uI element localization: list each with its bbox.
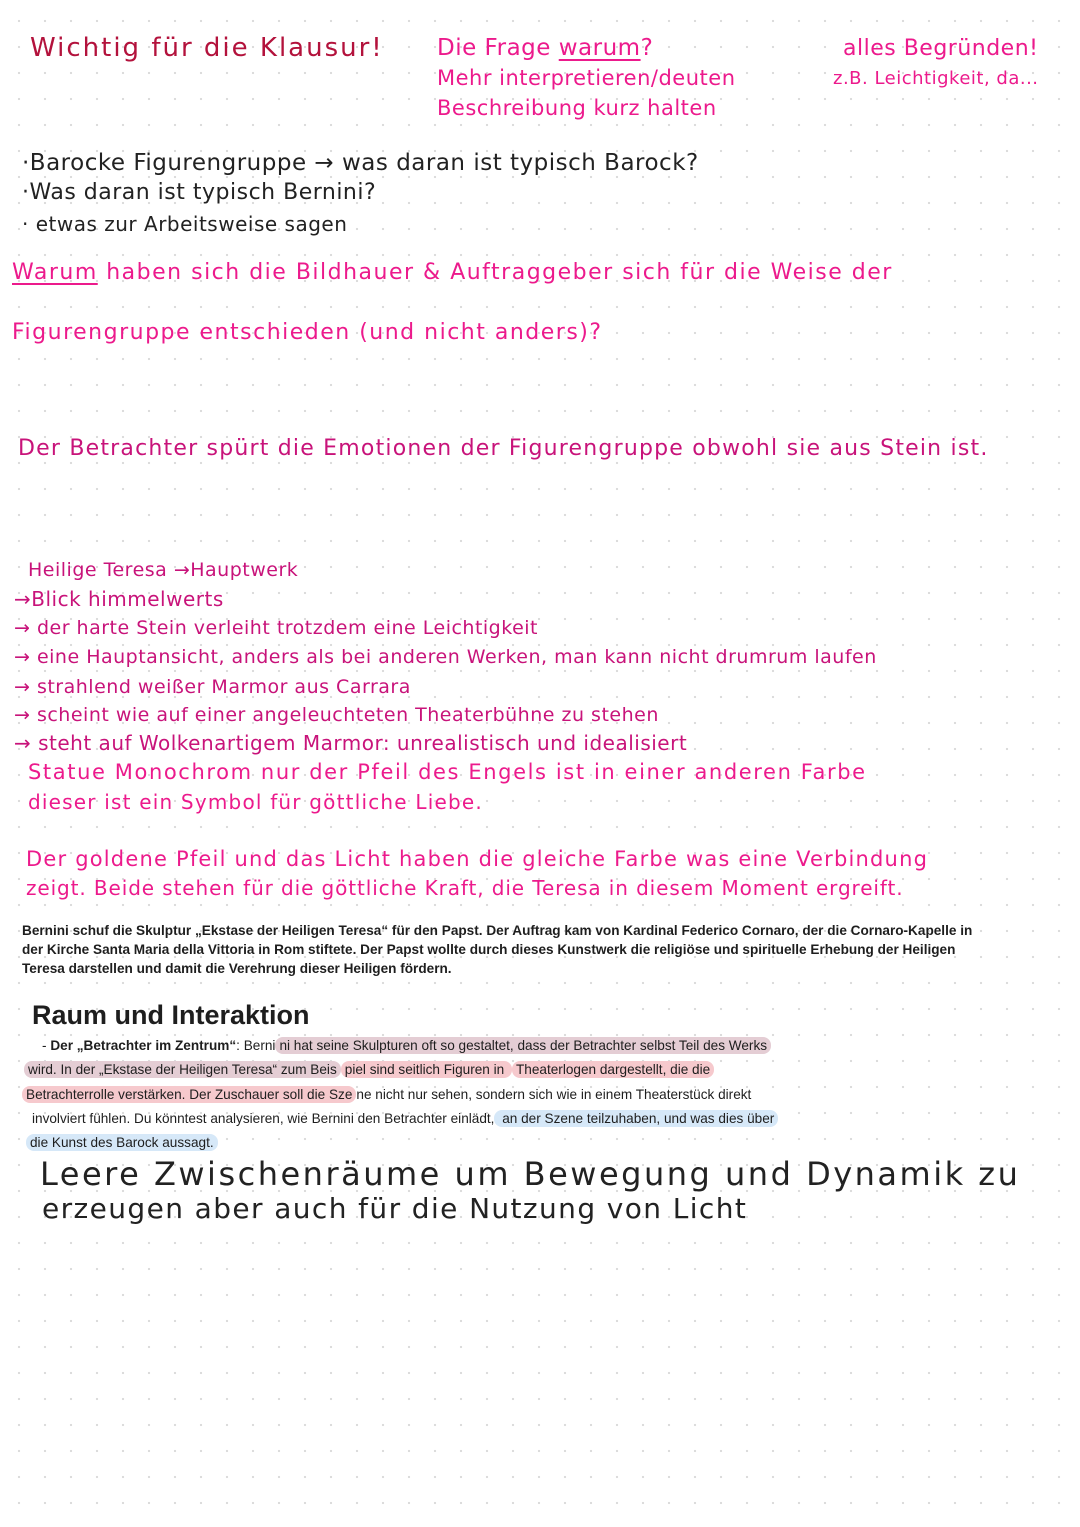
printed-line xyxy=(42,1038,771,1053)
statue-line: dieser ist ein Symbol für göttliche Liebe. xyxy=(28,790,483,814)
klausur-title: Wichtig für die Klausur! xyxy=(30,33,384,63)
question-line-1 xyxy=(12,260,893,286)
highlight: an der Szene teilzuhaben, und was dies über xyxy=(494,1110,778,1127)
note-text: Die Frage xyxy=(437,35,559,61)
printed-line xyxy=(24,1062,714,1077)
teresa-point: → scheint wie auf einer angeleuchteten Theaterbühne zu stehen xyxy=(14,704,659,726)
note-frage-warum xyxy=(437,35,653,63)
section-heading: Raum und Interaktion xyxy=(32,1000,310,1030)
printed-line xyxy=(26,1135,218,1150)
teresa-point: → der harte Stein verleiht trotzdem eine Leichtigkeit xyxy=(14,617,538,639)
betrachter-statement: Der Betrachter spürt die Emotionen der Figurengruppe obwohl sie aus Stein ist. xyxy=(18,436,989,461)
gold-line: zeigt. Beide stehen für die göttliche Kraft, die Teresa in diesem Moment ergreift. xyxy=(26,876,904,900)
bullet-item: ·Barocke Figurengruppe → was daran ist typisch Barock? xyxy=(22,150,699,176)
highlight: die Kunst des Barock aussagt. xyxy=(26,1134,218,1151)
printed-line xyxy=(32,1111,778,1126)
note-interpretieren: Mehr interpretieren/deuten xyxy=(437,66,736,90)
text: ne nicht nur sehen, xyxy=(356,1087,476,1102)
note-beschreibung: Beschreibung kurz halten xyxy=(437,96,717,120)
final-note-line: erzeugen aber auch für die Nutzung von Licht xyxy=(42,1192,748,1225)
teresa-point: → eine Hauptansicht, anders als bei anderen Werken, man kann nicht drumrum laufen xyxy=(14,646,877,668)
text: involviert fühlen. Du könntest analysieren, wie Bernini den Betrachter einlädt, xyxy=(32,1111,495,1126)
highlight: wird. In der „Ekstase der Heiligen Teresa“ zum Beis xyxy=(24,1061,341,1078)
note-beispiel: z.B. Leichtigkeit, da... xyxy=(833,68,1039,89)
highlight: ni hat seine Skulpturen oft so gestaltet, dass der Betrachter selbst Teil des Werks xyxy=(275,1037,771,1054)
bullet-item: · etwas zur Arbeitsweise sagen xyxy=(22,212,348,236)
dash: - xyxy=(42,1038,51,1053)
gold-line: Der goldene Pfeil und das Licht haben die gleiche Farbe was eine Verbindung xyxy=(26,847,929,871)
question-text: haben sich die Bildhauer & Auftraggeber sich für die Weise der xyxy=(97,260,893,285)
highlight: Theaterlogen dargestellt, die die xyxy=(512,1061,714,1078)
underlined-warum: warum xyxy=(558,35,641,61)
statue-line: Statue Monochrom nur der Pfeil des Engels ist in einer anderen Farbe xyxy=(28,760,867,784)
teresa-point: → strahlend weißer Marmor aus Carrara xyxy=(14,676,411,698)
highlight: Betrachterrolle verstärken. Der Zuschauer soll die Sze xyxy=(22,1086,356,1103)
teresa-point: → steht auf Wolkenartigem Marmor: unrealistisch und idealisiert xyxy=(14,731,688,755)
teresa-heading: Heilige Teresa →Hauptwerk xyxy=(28,559,299,581)
note-text: ? xyxy=(640,35,654,61)
bold-term: Der „Betrachter im Zentrum“ xyxy=(50,1038,237,1053)
final-note-line: Leere Zwischenräume um Bewegung und Dynamik zu xyxy=(40,1155,1021,1193)
printed-line xyxy=(22,1087,751,1102)
note-begruenden: alles Begründen! xyxy=(843,36,1039,61)
highlight: piel sind seitlich Figuren in xyxy=(341,1061,512,1078)
bullet-item: ·Was daran ist typisch Bernini? xyxy=(22,180,377,205)
text: sondern sich wie in einem Theaterstück direkt xyxy=(475,1087,752,1102)
teresa-point: →Blick himmelwerts xyxy=(14,587,224,611)
printed-paragraph: Bernini schuf die Skulptur „Ekstase der Heiligen Teresa“ für den Papst. Der Auftrag kam von Kardinal Federico Cornaro, der die Cornaro-Kapelle in der Kirche Santa Maria della Vittoria in Rom stiftete. Der Papst wollte durch dieses Kunstwerk die religiöse und spirituelle Erhebung der Heiligen Teresa darstellen und damit die Verehrung dieser Heiligen fördern. xyxy=(22,923,973,976)
text: : Berni xyxy=(236,1038,276,1053)
underlined-warum-question: Warum xyxy=(12,260,98,285)
question-line-2: Figurengruppe entschieden (und nicht anders)? xyxy=(12,320,603,345)
